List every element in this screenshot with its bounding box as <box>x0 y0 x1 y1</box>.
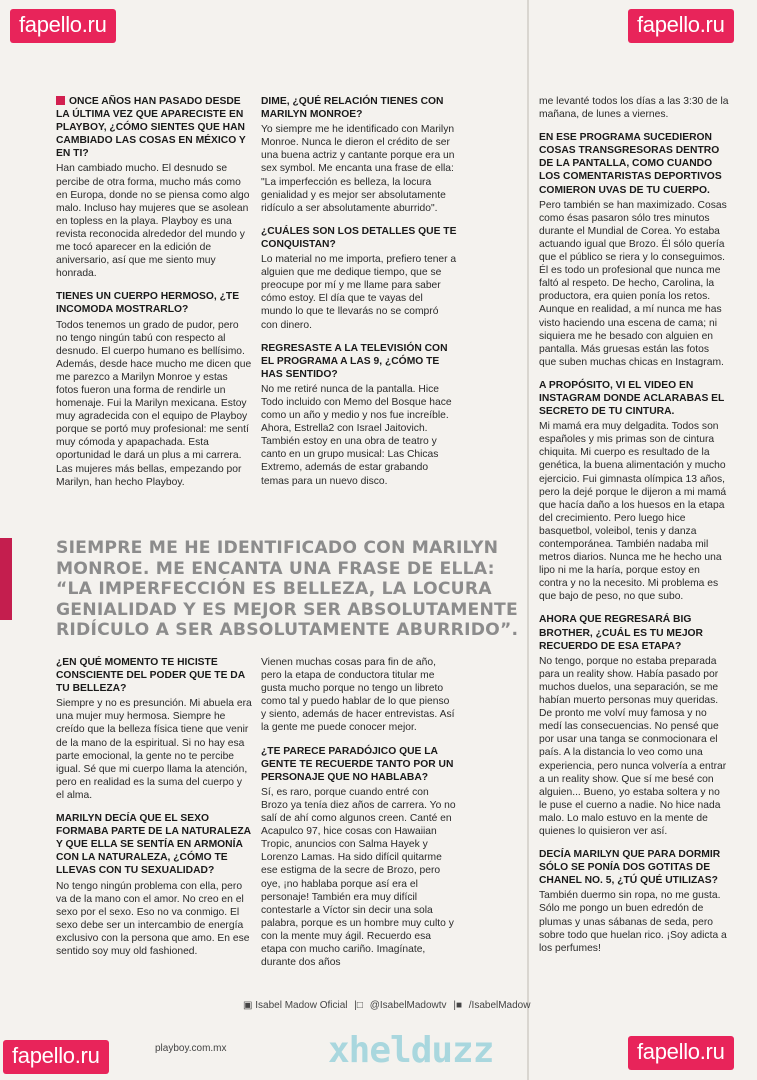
answer-paragraph: Sí, es raro, porque cuando entré con Brozo ya tenía diez años de carrera. Yo no salí de ahí como algunos creen. Canté en Acapulco 97, hice cosas con Hawaiian Tropic, anuncios con Salma Hayek y Lorenzo Lamas. Ha sido difícil quitarme ese estigma de la secre de Brozo, pero oye, ¡no hablaba porque así era el personaje! También era muy difícil contestarle a Víctor sin decir una sola palabra, porque es un hombre muy culto y con la mente muy ágil. Recuerdo esa etapa con mucho cariño. Imagínate, durante dos años <box>261 786 456 969</box>
answer-paragraph: También duermo sin ropa, no me gusta. Sólo me pongo un buen edredón de plumas y unas sábanas de seda, pero sobre todo que huelan rico. ¡Soy adicta a los perfumes! <box>539 890 727 954</box>
pull-quote-bar <box>0 538 12 620</box>
twitter-icon: |□ <box>354 1000 363 1011</box>
facebook-handle[interactable]: Isabel Madow Oficial <box>255 1000 348 1011</box>
question-heading: EN ESE PROGRAMA SUCEDIERON COSAS TRANSGRESORAS DENTRO DE LA PANTALLA, COMO CUANDO LOS COMENTARISTAS DEPORTIVOS COMIERON UVAS DE TU CUERPO. <box>539 132 722 196</box>
watermark-bottom-left: fapello.ru <box>3 1040 109 1074</box>
answer-paragraph: Lo material no me importa, prefiero tener a alguien que me dedique tiempo, que se preocupe por mí y me llame para saber cómo estoy. El día que te vayas del mundo lo que te llevarás no se compró con dinero. <box>261 254 457 331</box>
twitter-handle[interactable]: @IsabelMadowtv <box>369 1000 447 1011</box>
watermark-top-left: fapello.ru <box>10 9 116 43</box>
pull-quote: SIEMPRE ME HE IDENTIFICADO CON MARILYN MONROE. ME ENCANTA UNA FRASE DE ELLA: “LA IMPERFECCIÓN ES BELLEZA, LA LOCURA GENIALIDAD Y ES MEJOR SER ABSOLUTAMENTE RIDÍCULO A SER ABSOLUTAMENTE ABURRIDO”. <box>56 538 519 640</box>
question-heading: DIME, ¿QUÉ RELACIÓN TIENES CON MARILYN MONROE? <box>261 96 444 121</box>
question-heading: DECÍA MARILYN QUE PARA DORMIR SÓLO SE PONÍA DOS GOTITAS DE CHANEL NO. 5, ¿TÚ QUÉ UTILIZAS? <box>539 849 721 887</box>
watermark-top-right: fapello.ru <box>628 9 734 43</box>
column-2-top <box>261 95 457 490</box>
question-heading: A PROPÓSITO, VI EL VIDEO EN INSTAGRAM DONDE ACLARABAS EL SECRETO DE TU CINTURA. <box>539 379 725 418</box>
question-heading: ¿CUÁLES SON LOS DETALLES QUE TE CONQUISTAN? <box>261 225 457 250</box>
page-edge <box>527 0 529 1080</box>
instagram-icon: |■ <box>453 1000 462 1011</box>
answer-paragraph: No tengo, porque no estaba preparada para un reality show. Había pasado por muchos duelos, una separación, se me habían muerto personas muy queridas. De pronto me volví muy famosa y no medí las consecuencias. No pensé que por usar una tanga se conmocionara el país. A la distancia lo veo como una experiencia, pero nunca volvería a entrar a un reality show. Que sí me besé con alguien... Bueno, yo estaba soltera y no le puse el cuerno a nadie. No hice nada malo. Lo malo estuvo en la mente de quienes lo quisieron ver así. <box>539 655 727 837</box>
question-heading: ONCE AÑOS HAN PASADO DESDE LA ÚLTIMA VEZ QUE APARECISTE EN PLAYBOY, ¿CÓMO SIENTES QUE HAN CAMBIADO LAS COSAS EN MÉXICO Y EN TI? <box>56 96 246 160</box>
instagram-handle[interactable]: /IsabelMadow <box>468 1000 531 1011</box>
answer-paragraph: No me retiré nunca de la pantalla. Hice Todo incluido con Memo del Bosque hace como un año y medio y nos fue increíble. Ahora, Estrella2 con Israel Jaitovich. También estoy en una obra de teatro y canto en un grupo musical: Las Chicas Extremo, además de estar grabando temas para un nuevo disco. <box>261 383 452 487</box>
answer-paragraph: Siempre y no es presunción. Mi abuela era una mujer muy hermosa. Siempre he creído que la belleza física tiene que venir de la mano de la espiritual. Si no hay esa parte emocional, la gente no te percibe igual. Sé que mi cuerpo llama la atención, pero en realidad es la suma del cuerpo y el alma. <box>56 698 252 801</box>
watermark-bottom-right: fapello.ru <box>628 1036 734 1070</box>
column-1-top <box>56 95 252 491</box>
section-marker-icon <box>56 96 65 105</box>
question-heading: ¿EN QUÉ MOMENTO TE HICISTE CONSCIENTE DEL PODER QUE TE DA TU BELLEZA? <box>56 657 245 695</box>
question-heading: TIENES UN CUERPO HERMOSO, ¿TE INCOMODA MOSTRARLO? <box>56 291 240 316</box>
answer-paragraph: Mi mamá era muy delgadita. Todos son españoles y mis primas son de cintura chiquita. Mi cuerpo es resultado de la genética, la buena alimentación y mucho ejercicio. Fui gimnasta olímpica 13 años, pero la dejé porque le dijeron a mi mamá que hacía daño a los huesos en la etapa del crecimiento. Pero luego hice basquetbol, voleibol, tenis y danza contemporánea. También nadaba mil metros diarios. Nunca me he hecho una lipo ni me la haría, porque estoy en contra y no la necesito. Mi problema es que bajo de peso, no que subo. <box>539 421 727 603</box>
answer-paragraph: me levanté todos los días a las 3:30 de la mañana, de lunes a viernes. <box>539 96 729 121</box>
footer-watermark-logo: xhelduzz <box>328 1030 494 1071</box>
footer-social <box>243 1000 530 1011</box>
column-2-bottom <box>261 656 457 971</box>
facebook-icon: ▣ <box>243 1000 253 1011</box>
answer-paragraph: Yo siempre me he identificado con Marilyn Monroe. Nunca le dieron el crédito de ser una buena actriz y cantante porque era un sex symbol. Me encanta una frase de ella: "La imperfección es belleza, la locura genialidad y es mejor ser absolutamente ridículo a ser absolutamente aburrido". <box>261 124 455 214</box>
answer-paragraph: Vienen muchas cosas para fin de año, pero la etapa de conductora titular me gusta mucho porque no tengo un libreto como tal y puedo hablar de lo que pienso y siento, además de hacer entrevistas. Así la gente me puede conocer mejor. <box>261 657 455 734</box>
answer-paragraph: Han cambiado mucho. El desnudo se percibe de otra forma, mucho más como en Europa, donde no se piensa como algo malo. Incluso hay mujeres que se asolean en topless en la playa. Playboy es una revista reconocida alrededor del mundo y me tocó aparecer en la edición de aniversario, así que me siento muy honrada. <box>56 163 250 280</box>
column-1-bottom <box>56 656 252 960</box>
column-3 <box>539 95 729 957</box>
footer-url[interactable]: playboy.com.mx <box>155 1043 227 1054</box>
answer-paragraph: Pero también se han maximizado. Cosas como ésas pasaron sólo tres minutos durante el Mundial de Corea. Yo estaba actuando igual que Brozo. Él sólo quería que el público se riera y lo conseguimos. Él es todo un profesional que nunca me faltó al respeto. De hecho, Carolina, la productora, era quien ponía los retos. Aunque en realidad, a mí nunca me has visto haciendo una escena de cama; ni siquiera me he besado con alguien en pantalla. Más gruesas están las fotos que suben muchas chicas en Instagram. <box>539 199 727 368</box>
question-heading: ¿TE PARECE PARADÓJICO QUE LA GENTE TE RECUERDE TANTO POR UN PERSONAJE QUE NO HABLABA? <box>261 745 454 783</box>
answer-paragraph: No tengo ningún problema con ella, pero va de la mano con el amor. No creo en el sexo por el sexo. Eso no va conmigo. El sexo debe ser un intercambio de energía exclusivo con la persona que amo. En ese sentido soy muy old fashioned. <box>56 880 250 957</box>
question-heading: AHORA QUE REGRESARÁ BIG BROTHER, ¿CUÁL ES TU MEJOR RECUERDO DE ESA ETAPA? <box>539 614 703 652</box>
question-heading: REGRESASTE A LA TELEVISIÓN CON EL PROGRAMA A LAS 9, ¿CÓMO TE HAS SENTIDO? <box>261 342 448 380</box>
question-heading: MARILYN DECÍA QUE EL SEXO FORMABA PARTE DE LA NATURALEZA Y QUE ELLA SE SENTÍA EN ARMONÍA CON LA NATURALEZA, ¿CÓMO TE LLEVAS CON TU SEXUALIDAD? <box>56 813 251 877</box>
answer-paragraph: Todos tenemos un grado de pudor, pero no tengo ningún tabú con respecto al desnudo. El cuerpo humano es bellísimo. Además, desde hace mucho me dicen que me parezco a Marilyn Monroe y estas fotos fueron una forma de rendirle un homenaje. Fui la Marilyn mexicana. Estoy muy agradecida con el equipo de Playboy porque se portó muy profesional: me sentí muy cómoda y apapachada. Esta oportunidad le dará un plus a mi carrera. Las mujeres más bellas, empezando por Marilyn, han hecho Playboy. <box>56 319 252 488</box>
